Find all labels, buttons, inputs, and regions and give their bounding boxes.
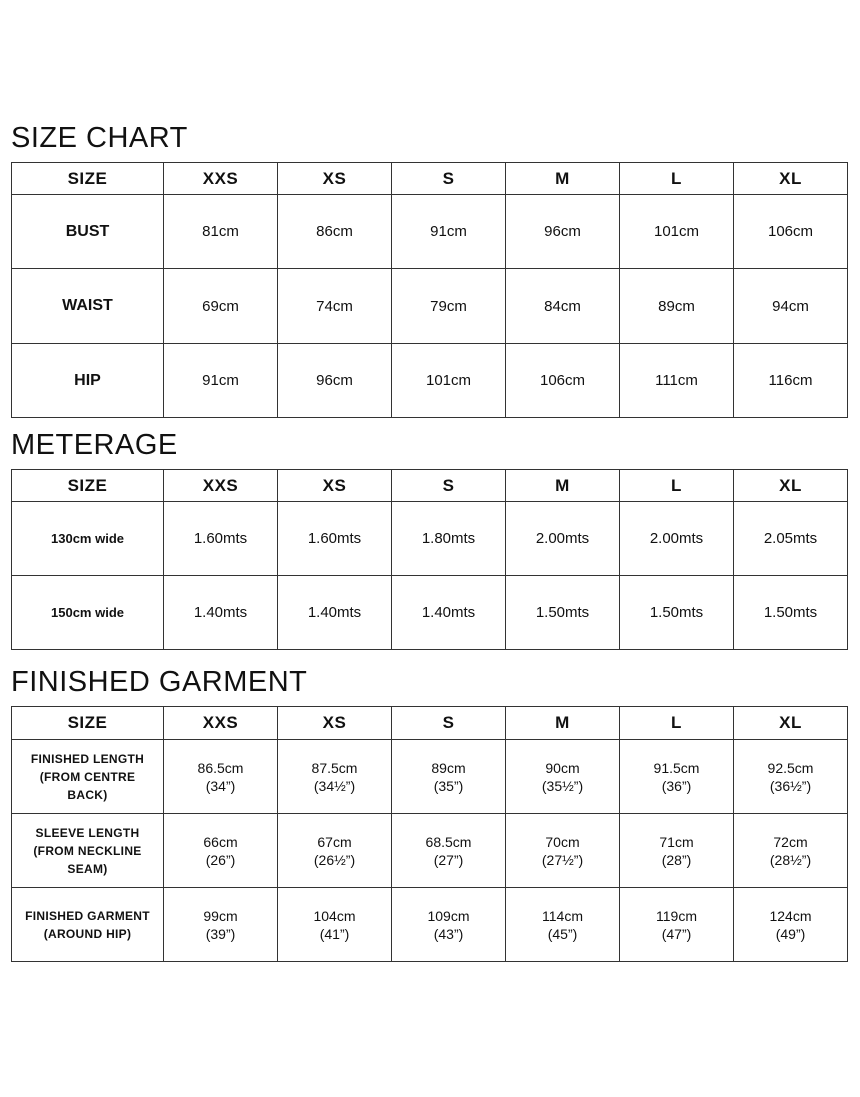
metric-value: 86.5cm [197, 759, 244, 776]
table-cell [734, 740, 848, 814]
table-cell: 2.00mts [620, 502, 734, 576]
header-cell: L [620, 470, 734, 502]
header-cell: M [506, 163, 620, 195]
row-label-line: FINISHED GARMENT [25, 908, 150, 923]
table-cell [164, 888, 278, 962]
table-cell: 91cm [392, 195, 506, 269]
table-cell [164, 814, 278, 888]
table-cell: 2.00mts [506, 502, 620, 576]
table-cell: 1.60mts [164, 502, 278, 576]
table-cell: 74cm [278, 269, 392, 344]
table-cell: 116cm [734, 344, 848, 418]
table-cell [620, 740, 734, 814]
table-cell [392, 740, 506, 814]
imperial-value: (47”) [661, 925, 692, 942]
imperial-value: (41”) [319, 925, 350, 942]
table-cell [392, 814, 506, 888]
table-cell: 69cm [164, 269, 278, 344]
row-label-line: SLEEVE LENGTH [35, 825, 140, 840]
metric-value: 71cm [659, 833, 694, 850]
metric-value: 104cm [313, 907, 356, 924]
metric-value: 87.5cm [311, 759, 358, 776]
size-chart-title: SIZE CHART [11, 122, 188, 154]
table-cell: 1.50mts [506, 576, 620, 650]
header-cell: SIZE [12, 470, 164, 502]
table-cell: 101cm [392, 344, 506, 418]
table-cell [164, 740, 278, 814]
metric-value: 68.5cm [425, 833, 472, 850]
imperial-value: (43”) [433, 925, 464, 942]
header-cell: XXS [164, 163, 278, 195]
header-cell: SIZE [12, 163, 164, 195]
header-cell: S [392, 707, 506, 740]
table-cell [620, 888, 734, 962]
imperial-value: (28”) [661, 851, 692, 868]
row-label: 150cm wide [12, 576, 164, 650]
table-row [12, 814, 848, 888]
metric-value: 124cm [769, 907, 812, 924]
table-cell: 2.05mts [734, 502, 848, 576]
imperial-value: (26½”) [313, 851, 356, 868]
table-cell [620, 814, 734, 888]
table-cell [278, 888, 392, 962]
table-cell: 1.80mts [392, 502, 506, 576]
header-cell: XXS [164, 707, 278, 740]
table-cell [506, 888, 620, 962]
table-cell: 1.50mts [620, 576, 734, 650]
table-cell [392, 888, 506, 962]
table-row [12, 344, 848, 418]
table-cell: 101cm [620, 195, 734, 269]
table-cell: 91cm [164, 344, 278, 418]
table-cell: 106cm [506, 344, 620, 418]
table-cell [734, 888, 848, 962]
header-cell: XS [278, 470, 392, 502]
table-cell: 79cm [392, 269, 506, 344]
size-chart-table [11, 162, 848, 418]
row-label-line: BACK) [67, 787, 108, 802]
meterage-table [11, 469, 848, 650]
header-cell: XL [734, 707, 848, 740]
table-cell: 1.60mts [278, 502, 392, 576]
size-chart-header-row [12, 163, 848, 195]
header-cell: M [506, 470, 620, 502]
table-row [12, 195, 848, 269]
imperial-value: (45”) [547, 925, 578, 942]
metric-value: 114cm [542, 907, 583, 924]
imperial-value: (34”) [205, 777, 236, 794]
metric-value: 70cm [545, 833, 580, 850]
table-cell: 84cm [506, 269, 620, 344]
metric-value: 91.5cm [653, 759, 700, 776]
header-cell: SIZE [12, 707, 164, 740]
header-cell: XL [734, 470, 848, 502]
row-label-line: (FROM NECKLINE [33, 843, 142, 858]
metric-value: 119cm [656, 907, 697, 924]
metric-value: 99cm [203, 907, 238, 924]
table-cell: 96cm [278, 344, 392, 418]
row-label: 130cm wide [12, 502, 164, 576]
row-label-line: SEAM) [67, 861, 108, 876]
table-row [12, 888, 848, 962]
header-cell: XS [278, 163, 392, 195]
table-row [12, 502, 848, 576]
metric-value: 72cm [773, 833, 808, 850]
metric-value: 90cm [545, 759, 580, 776]
finished-garment-table [11, 706, 848, 962]
metric-value: 66cm [203, 833, 238, 850]
row-label-line: (FROM CENTRE [39, 769, 136, 784]
header-cell: XS [278, 707, 392, 740]
table-cell: 1.50mts [734, 576, 848, 650]
row-label: WAIST [12, 269, 164, 344]
table-cell: 86cm [278, 195, 392, 269]
metric-value: 109cm [427, 907, 470, 924]
table-cell: 1.40mts [278, 576, 392, 650]
row-label [12, 740, 164, 814]
metric-value: 92.5cm [767, 759, 814, 776]
row-label [12, 888, 164, 962]
metric-value: 67cm [317, 833, 352, 850]
table-cell: 1.40mts [164, 576, 278, 650]
imperial-value: (27”) [433, 851, 464, 868]
table-row [12, 269, 848, 344]
finished-garment-header-row [12, 707, 848, 740]
header-cell: M [506, 707, 620, 740]
table-cell [506, 814, 620, 888]
meterage-title: METERAGE [11, 429, 178, 461]
table-cell: 81cm [164, 195, 278, 269]
table-cell: 1.40mts [392, 576, 506, 650]
table-cell: 89cm [620, 269, 734, 344]
table-row [12, 576, 848, 650]
row-label [12, 814, 164, 888]
table-cell [734, 814, 848, 888]
imperial-value: (28½”) [769, 851, 812, 868]
row-label-line: FINISHED LENGTH [30, 751, 145, 766]
header-cell: S [392, 163, 506, 195]
table-cell: 94cm [734, 269, 848, 344]
imperial-value: (26”) [205, 851, 236, 868]
table-row [12, 740, 848, 814]
imperial-value: (49”) [775, 925, 806, 942]
table-cell [278, 740, 392, 814]
finished-garment-title: FINISHED GARMENT [11, 666, 308, 698]
imperial-value: (36½”) [769, 777, 812, 794]
imperial-value: (35”) [433, 777, 464, 794]
table-cell [278, 814, 392, 888]
imperial-value: (35½”) [541, 777, 584, 794]
header-cell: L [620, 163, 734, 195]
imperial-value: (36”) [661, 777, 692, 794]
header-cell: S [392, 470, 506, 502]
row-label: HIP [12, 344, 164, 418]
metric-value: 89cm [431, 759, 466, 776]
header-cell: XL [734, 163, 848, 195]
meterage-header-row [12, 470, 848, 502]
table-cell: 96cm [506, 195, 620, 269]
table-cell: 106cm [734, 195, 848, 269]
imperial-value: (39”) [205, 925, 236, 942]
row-label: BUST [12, 195, 164, 269]
table-cell [506, 740, 620, 814]
imperial-value: (34½”) [313, 777, 356, 794]
row-label-line: (AROUND HIP) [43, 926, 132, 941]
table-cell: 111cm [620, 344, 734, 418]
header-cell: XXS [164, 470, 278, 502]
header-cell: L [620, 707, 734, 740]
imperial-value: (27½”) [541, 851, 584, 868]
